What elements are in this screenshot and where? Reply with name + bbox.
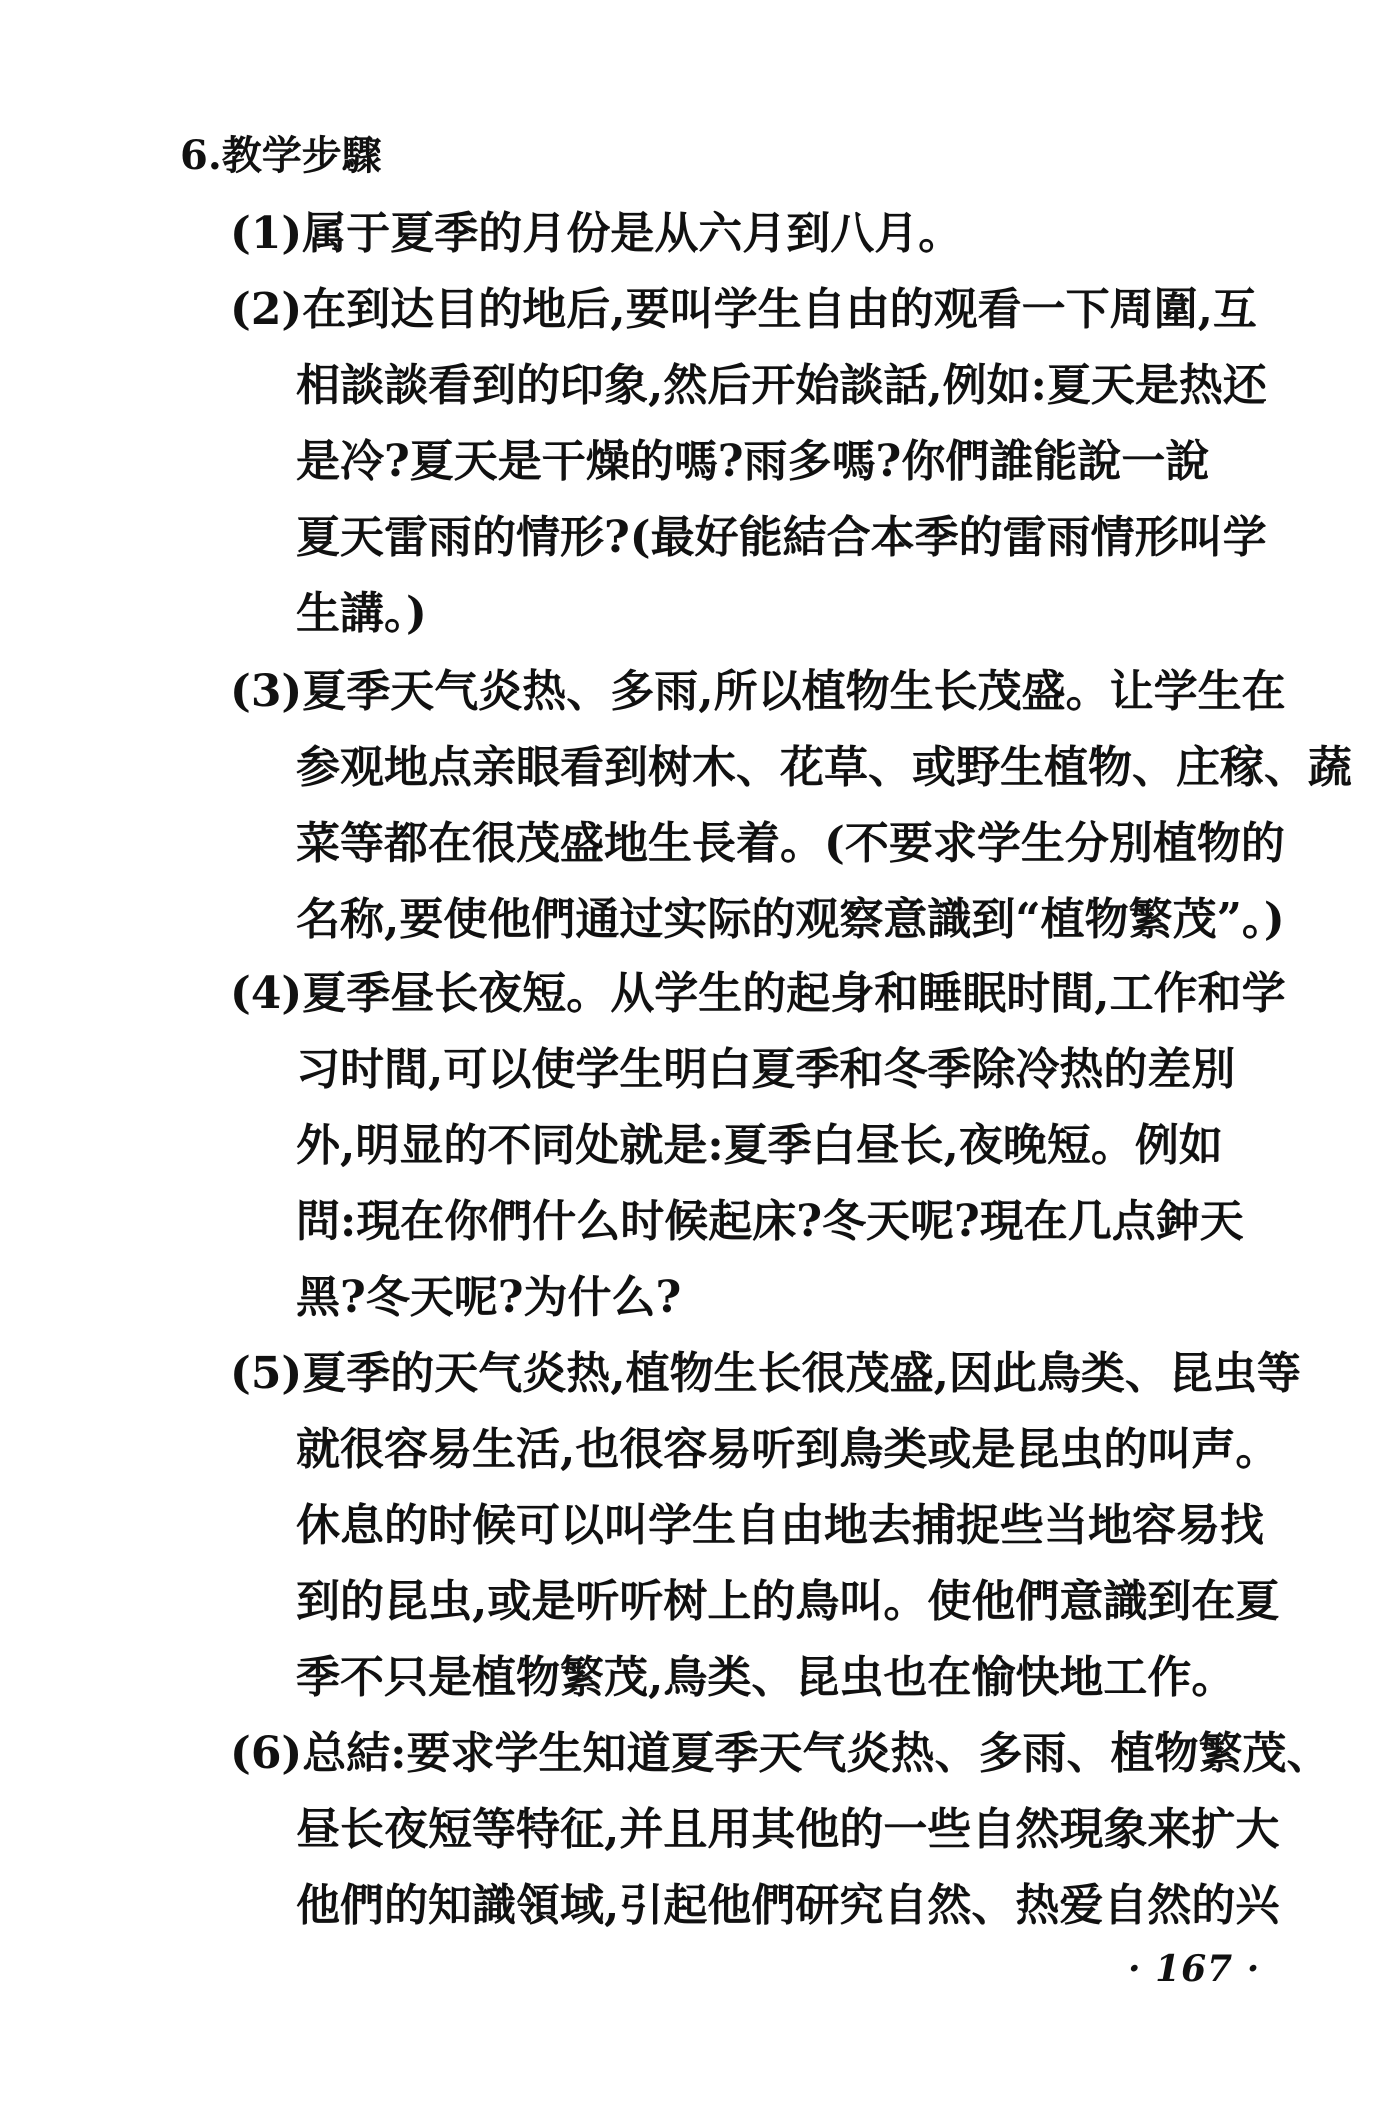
step-2 <box>230 272 1265 652</box>
step-6-line-2: 昼长夜短等特征,并且用其他的一些自然現象来扩大 <box>296 1804 1280 1855</box>
step-6-line-1 <box>230 1716 1331 1792</box>
section-heading: 6.教学步驟 <box>180 132 382 179</box>
step-2-line-4: 夏天雷雨的情形?(最好能結合本季的雷雨情形叫学 <box>296 512 1267 563</box>
step-3 <box>230 654 1352 958</box>
step-text: 夏季天气炎热、多雨,所以植物生长茂盛。让学生在 <box>302 666 1286 717</box>
step-number: (5) <box>230 1348 303 1399</box>
step-2-line-3: 是冷?夏天是干燥的嗎?雨多嗎?你們誰能說一說 <box>296 436 1210 487</box>
step-3-line-1 <box>230 654 1286 730</box>
step-text: 属于夏季的月份是从六月到八月。 <box>302 208 963 259</box>
step-text: 总結:要求学生知道夏季天气炎热、多雨、植物繁茂、 <box>302 1728 1331 1779</box>
page-number: · 167 · <box>1128 1948 1261 1990</box>
step-2-line-2: 相談談看到的印象,然后开始談話,例如:夏天是热还 <box>296 360 1267 411</box>
step-5-line-2: 就很容易生活,也很容易听到鳥类或是昆虫的叫声。 <box>296 1424 1280 1475</box>
step-4-line-3: 外,明显的不同处就是:夏季白昼长,夜晚短。例如 <box>296 1120 1223 1171</box>
step-5-line-3: 休息的时候可以叫学生自由地去捕捉些当地容易找 <box>296 1500 1264 1551</box>
step-3-line-3: 菜等都在很茂盛地生長着。(不要求学生分別植物的 <box>296 818 1285 869</box>
step-number: (3) <box>230 666 303 717</box>
step-text: 夏季昼长夜短。从学生的起身和睡眠时間,工作和学 <box>302 968 1286 1019</box>
step-3-line-2: 参观地点亲眼看到树木、花草、或野生植物、庄稼、蔬 <box>296 742 1352 793</box>
step-4-line-2: 习时間,可以使学生明白夏季和冬季除冷热的差別 <box>296 1044 1236 1095</box>
step-5 <box>230 1336 1301 1716</box>
step-3-line-4: 名称,要使他們通过实际的观察意識到“植物繁茂”。) <box>296 894 1285 945</box>
step-2-line-5: 生講。) <box>296 588 427 639</box>
step-5-line-4: 到的昆虫,或是听听树上的鳥叫。使他們意識到在夏 <box>296 1576 1280 1627</box>
step-number: (2) <box>230 284 303 335</box>
step-6 <box>230 1716 1331 1944</box>
step-2-line-1 <box>230 272 1265 348</box>
step-5-line-1 <box>230 1336 1301 1412</box>
step-5-line-5: 季不只是植物繁茂,鳥类、昆虫也在愉快地工作。 <box>296 1652 1236 1703</box>
step-4-line-5: 黑?冬天呢?为什么? <box>296 1272 682 1323</box>
step-1 <box>230 196 1265 272</box>
step-4 <box>230 956 1286 1336</box>
step-number: (4) <box>230 968 303 1019</box>
step-6-line-3: 他們的知識領域,引起他們研究自然、热爱自然的兴 <box>296 1880 1280 1931</box>
step-text: 夏季的天气炎热,植物生长很茂盛,因此鳥类、昆虫等 <box>302 1348 1301 1399</box>
step-number: (1) <box>230 208 303 259</box>
step-1-line-1 <box>230 196 1265 272</box>
step-4-line-1 <box>230 956 1286 1032</box>
step-number: (6) <box>230 1728 303 1779</box>
step-text: 在到达目的地后,要叫学生自由的观看一下周圍,互 <box>302 284 1257 335</box>
step-4-line-4: 問:現在你們什么时候起床?冬天呢?現在几点鈡天 <box>296 1196 1244 1247</box>
